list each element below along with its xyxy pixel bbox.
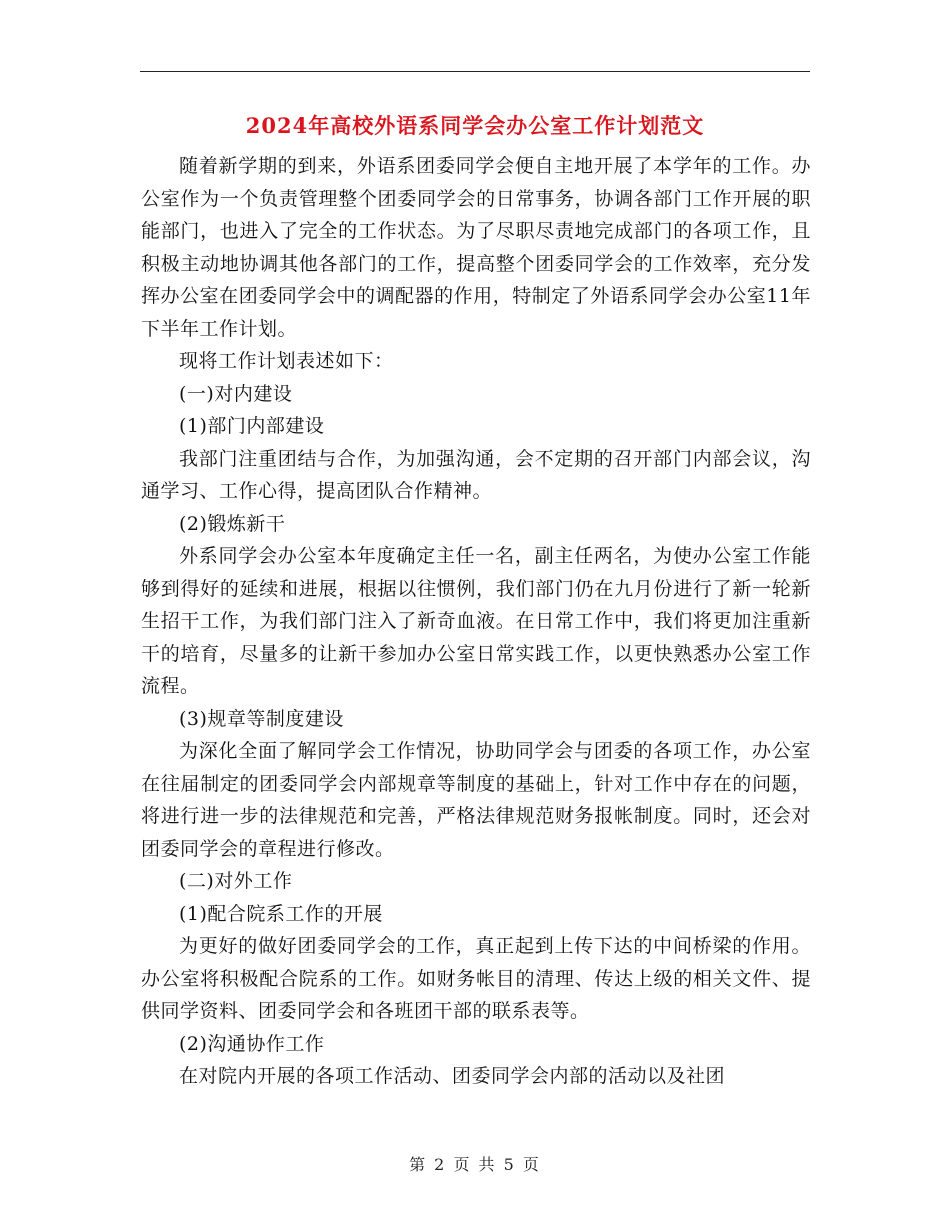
paragraph: 外系同学会办公室本年度确定主任一名，副主任两名，为使办公室工作能够到得好的延续和进展，根据以往惯例，我们部门仍在九月份进行了新一轮新生招干工作，为我们部门注入了新奇血液。在日常工作中，我们将更加注重新干的培育，尽量多的让新干参加办公室日常实践工作，以更快熟悉办公室工作流程。	[141, 545, 811, 697]
paragraph: 在对院内开展的各项工作活动、团委同学会内部的活动以及社团	[179, 1065, 726, 1087]
subsection-heading: (2)锻炼新干	[179, 512, 286, 535]
document-title: 2024年高校外语系同学会办公室工作计划范文	[245, 113, 705, 138]
paragraph-intro: 随着新学期的到来，外语系团委同学会便自主地开展了本学年的工作。办公室作为一个负责管理整个团委同学会的日常事务，协调各部门工作开展的职能部门，也进入了完全的工作状态。为了尽职尽责地完成部门的各项工作，且积极主动地协调其他各部门的工作，提高整个团委同学会的工作效率，充分发挥办公室在团委同学会中的调配器的作用，特制定了外语系同学会办公室11年下半年工作计划。	[141, 155, 811, 340]
subsection-heading: (1)配合院系工作的开展	[179, 902, 383, 925]
section-heading-internal: (一)对内建设	[179, 382, 293, 405]
subsection-heading: (1)部门内部建设	[179, 415, 325, 437]
header-rule	[140, 71, 810, 72]
section-heading-external: (二)对外工作	[179, 870, 293, 892]
subsection-heading: (3)规章等制度建设	[179, 707, 344, 730]
paragraph: 为深化全面了解同学会工作情况，协助同学会与团委的各项工作，办公室在往届制定的团委同学会内部规章等制度的基础上，针对工作中存在的问题，将进行进一步的法律规范和完善，严格法律规范财务报帐制度。同时，还会对团委同学会的章程进行修改。	[141, 740, 811, 860]
paragraph-lead: 现将工作计划表述如下：	[179, 350, 394, 372]
subsection-heading: (2)沟通协作工作	[179, 1032, 325, 1055]
document-body	[141, 150, 811, 1093]
paragraph: 为更好的做好团委同学会的工作，真正起到上传下达的中间桥梁的作用。办公室将积极配合院系的工作。如财务帐目的清理、传达上级的相关文件、提供同学资料、团委同学会和各班团干部的联系表等。	[141, 935, 811, 1022]
paragraph: 我部门注重团结与合作，为加强沟通，会不定期的召开部门内部会议，沟通学习、工作心得，提高团队合作精神。	[141, 447, 811, 502]
page-number-footer: 第 2 页 共 5 页	[409, 1155, 541, 1174]
